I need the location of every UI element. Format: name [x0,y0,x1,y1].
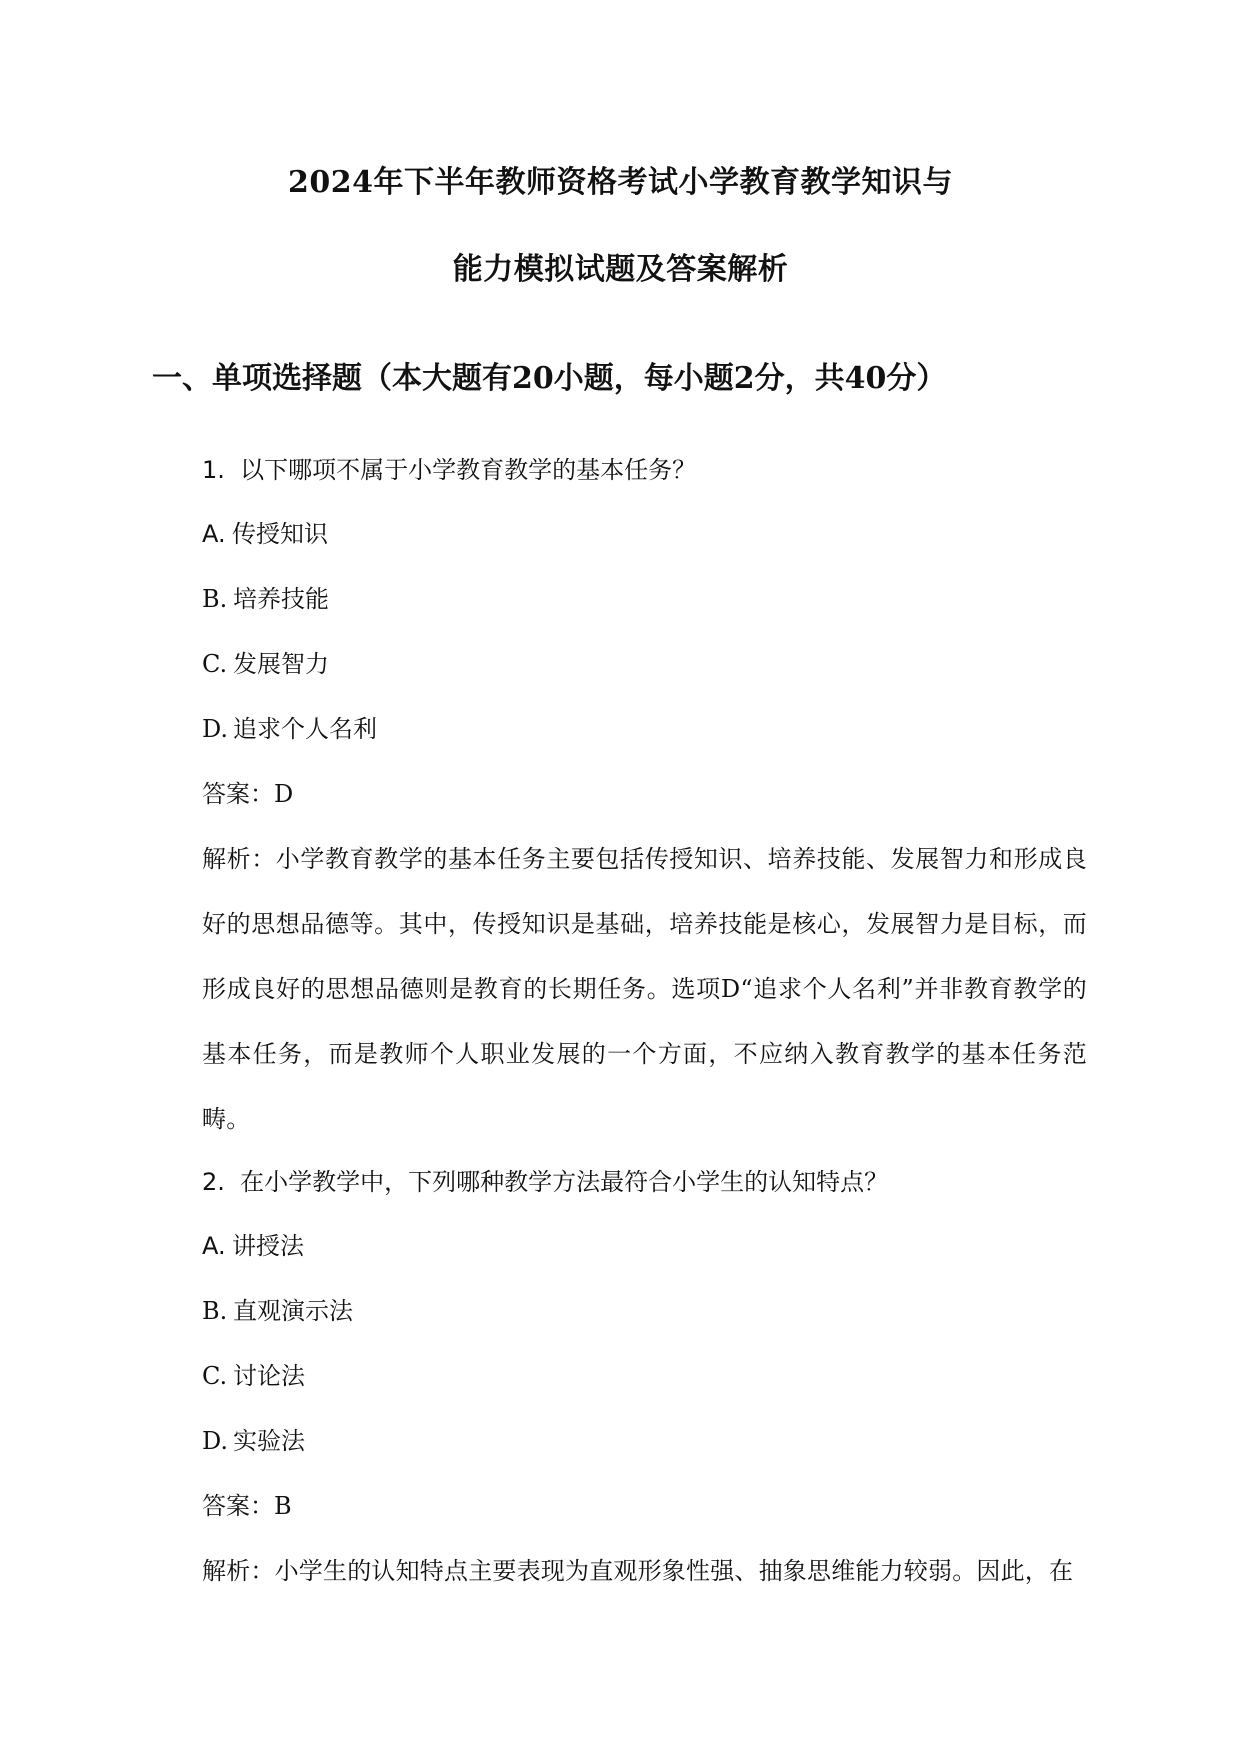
option-b [202,1279,1087,1344]
option-text: 讨论法 [233,1362,305,1390]
question-stem [202,438,1087,502]
question-text: 在小学教学中，下列哪种教学方法最符合小学生的认知特点？ [240,1168,889,1196]
option-c [202,632,1087,697]
option-letter: B. [202,1297,228,1325]
option-a [202,502,1087,567]
option-letter: D. [202,1427,229,1455]
option-text: 传授知识 [232,520,328,548]
option-d [202,1409,1087,1474]
option-text: 讲授法 [232,1232,304,1260]
question-2 [202,1150,1087,1604]
answer: 答案：B [202,1492,292,1520]
option-text: 实验法 [233,1427,305,1455]
option-letter: A. [202,1232,226,1260]
explanation: 解析：小学教育教学的基本任务主要包括传授知识、培养技能、发展智力和形成良好的思想品德等。其中，传授知识是基础，培养技能是核心，发展智力是目标，而形成良好的思想品德则是教育的长期任务。选项D“追求个人名利”并非教育教学的基本任务，而是教师个人职业发展的一个方面，不应纳入教育教学的基本任务范畴。 [202,845,1087,1133]
question-number: 2. [202,1168,225,1196]
option-text: 追求个人名利 [233,715,377,743]
option-letter: C. [202,1362,228,1390]
option-letter: B. [202,585,228,613]
document-title-line-2: 能力模拟试题及答案解析 [452,252,789,287]
explanation: 解析：小学生的认知特点主要表现为直观形象性强、抽象思维能力较弱。因此，在 [202,1557,1074,1585]
answer: 答案：D [202,780,294,808]
option-b [202,567,1087,632]
question-1 [202,438,1087,1152]
option-letter: A. [202,520,226,548]
option-c [202,1344,1087,1409]
option-text: 直观演示法 [233,1297,353,1325]
option-text: 发展智力 [233,650,329,678]
option-text: 培养技能 [233,585,329,613]
section-heading: 一、单项选择题（本大题有20小题，每小题2分，共40分） [152,361,947,396]
question-number: 1. [202,456,225,484]
option-letter: D. [202,715,229,743]
question-stem [202,1150,1087,1214]
option-a [202,1214,1087,1279]
option-d [202,697,1087,762]
option-letter: C. [202,650,228,678]
question-text: 以下哪项不属于小学教育教学的基本任务？ [240,456,697,484]
document-title-line-1: 2024年下半年教师资格考试小学教育教学知识与 [288,165,953,200]
